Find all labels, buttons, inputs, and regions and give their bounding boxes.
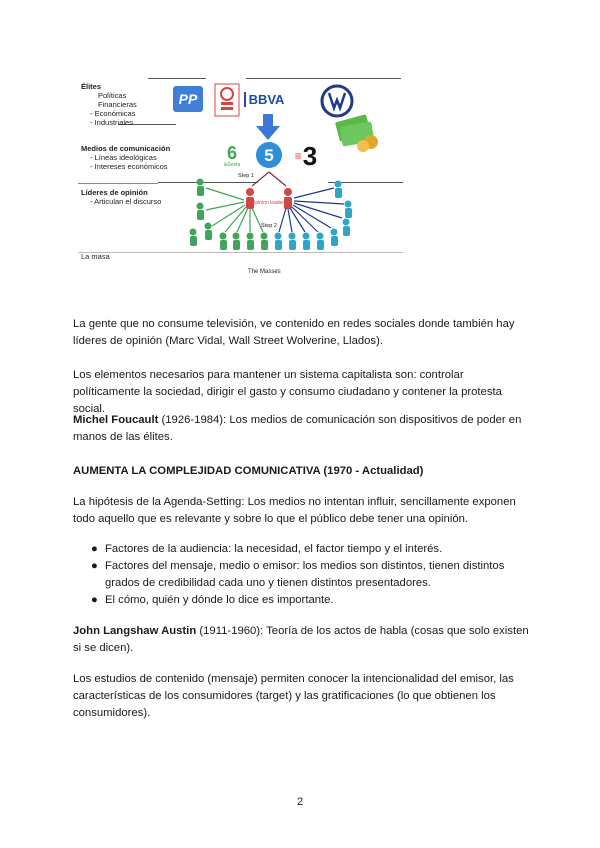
paragraph: Los elementos necesarios para mantener un sistema capitalista son: controlar políticamente la sociedad, dirigir el gasto y consumo ciudadano y contener la protesta social. xyxy=(73,369,502,415)
list-item: ● Factores del mensaje, medio o emisor: los medios son distintos, tienen distintos grados de credibilidad cada uno y tienen distintos presentadores. xyxy=(91,560,505,589)
medios-item: - Intereses económicos xyxy=(90,162,168,171)
svg-text:VW: VW xyxy=(337,117,339,118)
lasexta-logo: 6 laSexta xyxy=(223,143,241,168)
paragraph: Michel Foucault (1926-1984): Los medios de comunicación son dispositivos de poder en manos de las élites. xyxy=(73,414,522,443)
bbva-logo: BBVA xyxy=(246,86,282,112)
medios-item: - Líneas ideológicas xyxy=(90,153,157,162)
step2-label: Step 2 xyxy=(261,223,277,229)
telecinco-logo xyxy=(254,140,284,170)
author-name: John Langshaw Austin xyxy=(73,625,197,637)
list-item: ● El cómo, quién y dónde lo dice es importante. xyxy=(91,594,334,606)
elites-item: Financieras xyxy=(98,100,137,109)
divider-line xyxy=(78,183,158,184)
lideres-item: - Articulan el discurso xyxy=(90,197,162,206)
elites-item: - Industriales xyxy=(90,118,133,127)
list-item: ● Factores de la audiencia: la necesidad, el factor tiempo y el interés. xyxy=(91,543,443,555)
arrow-down-icon xyxy=(256,114,280,140)
author-name: Michel Foucault xyxy=(73,414,159,426)
step1-label: Step 1 xyxy=(238,173,254,179)
communication-diagram xyxy=(78,72,403,282)
elites-item: Políticas xyxy=(98,91,127,100)
pp-logo: PP xyxy=(173,86,203,112)
svg-text:Opinion leaders: Opinion leaders xyxy=(251,200,287,206)
page-number: 2 xyxy=(296,796,304,808)
elites-item: - Económicas xyxy=(90,109,136,118)
antena3-logo: ≡ 3 xyxy=(294,141,318,171)
bullet-list xyxy=(73,541,533,609)
paragraph: La hipótesis de la Agenda-Setting: Los medios no intentan influir, sencillamente exponen todo aquello que es relevante y sobre lo que el público debe tener una opinión. xyxy=(73,496,516,525)
money-icon xyxy=(333,112,383,152)
section-heading: AUMENTA LA COMPLEJIDAD COMUNICATIVA (1970 - Actualidad) xyxy=(73,465,424,477)
paragraph: Los estudios de contenido (mensaje) permiten conocer la intencionalidad del emisor, las características de los consumidores (target) y las gratificaciones (lo que obtienen los consumidores). xyxy=(73,673,514,719)
paragraph: John Langshaw Austin (1911-1960): Teoría de los actos de habla (cosas que solo existen si se dicen). xyxy=(73,625,529,654)
psoe-logo xyxy=(213,82,241,118)
masa-label: La masa xyxy=(81,252,110,261)
masses-caption: The Masses xyxy=(248,269,281,275)
elites-title: Élites xyxy=(81,82,102,91)
svg-text:5: 5 xyxy=(264,146,274,165)
divider-line xyxy=(246,78,401,79)
lideres-title: Líderes de opinión xyxy=(81,188,148,197)
medios-title: Medios de comunicación xyxy=(81,144,171,153)
divider-line xyxy=(148,78,206,79)
two-step-flow-graphic xyxy=(188,170,403,266)
paragraph: La gente que no consume televisión, ve contenido en redes sociales donde también hay líderes de opinión (Marc Vidal, Wall Street Wolverine, Llados). xyxy=(73,318,515,347)
